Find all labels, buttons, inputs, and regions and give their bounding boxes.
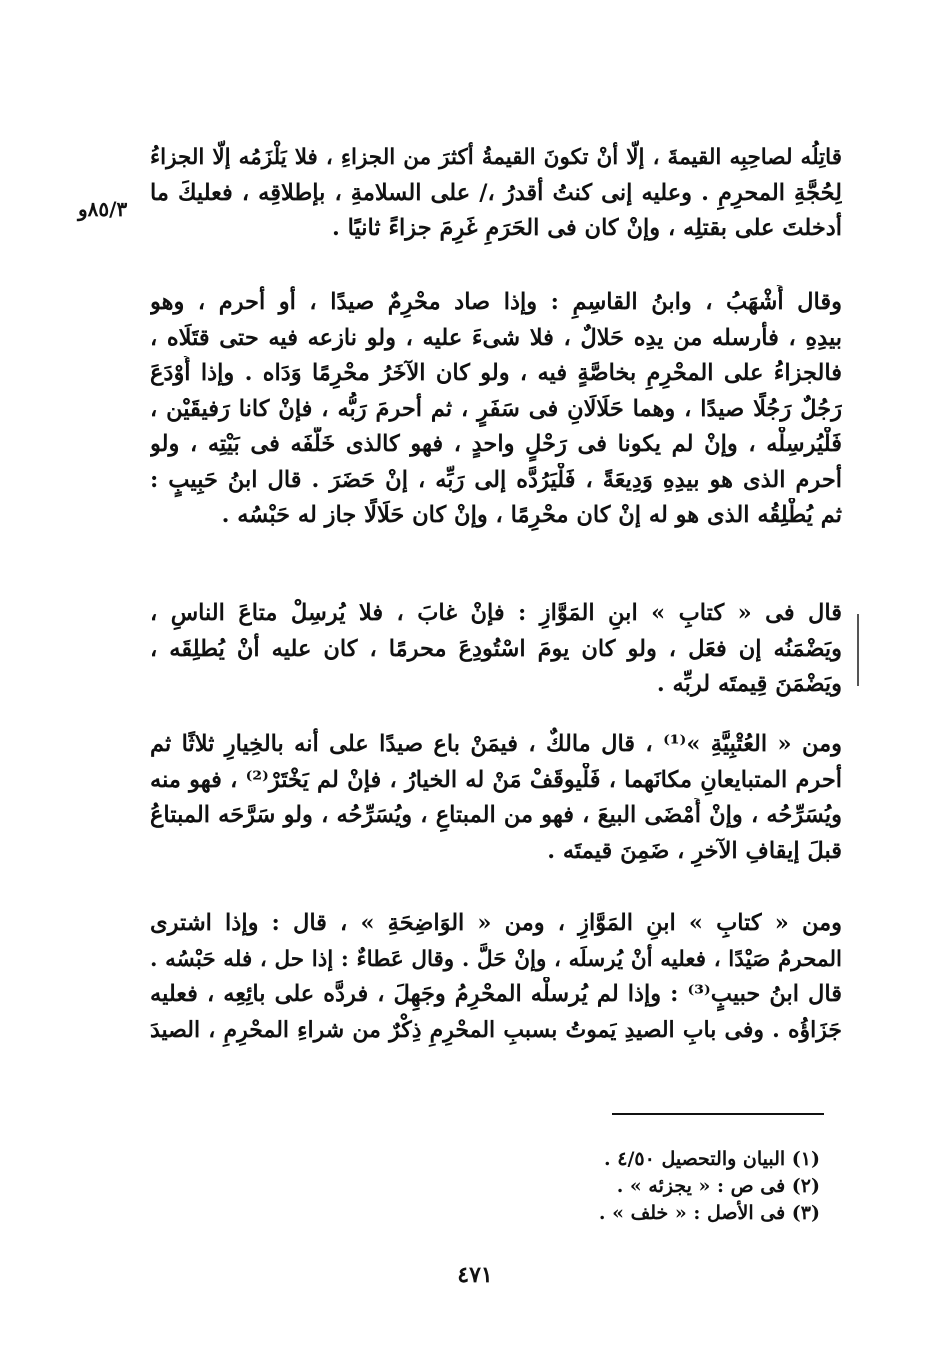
text-line: المحرمُ صَيْدًا ، فعليه أنْ يُرسلَه ، وإنْ حَلَّ . وقال عَطاءٌ : إذا حل ، فله حَبْسُه . <box>150 946 842 972</box>
text-line: قبلَ إيقافِ الآخرِ ، ضَمِنَ قيمتَه . <box>547 837 842 864</box>
text-line: فَلْيُرسِلْه ، وإنْ لم يكونا فى رَحْلٍ واحدٍ ، فهو كالذى خَلَّفَه فى بَيْتِه ، ولو <box>150 431 842 457</box>
footnotes <box>480 1146 820 1227</box>
margin-folio-note: ٨٥/٣و <box>78 197 128 221</box>
text-line: أحرم الذى هو بيدِهِ وَدِيعَةً ، فَلْيَرُدَّه إلى رَبِّه ، إنْ حَضَرَ . قال ابنُ حَبِيبٍ : <box>150 466 842 493</box>
paragraph-2 <box>150 285 842 534</box>
margin-marker-line <box>857 614 859 686</box>
paragraph-5 <box>150 906 842 1048</box>
text-line: ثم يُطْلِقُه الذى هو له إنْ كان محْرِمًا ، وإنْ كان حَلَالًا جاز له حَبْسُه . <box>221 502 842 528</box>
text-line: قاتِلُه لصاحِبِه القيمةَ ، إلّا أنْ تكونَ القيمةُ أكثرَ من الجزاءِ ، فلا يَلْزَمُه إلّا الجزاءُ <box>150 145 842 170</box>
text-line: ومن « العُتْبِيَّةِ »⁽¹⁾ ، قال مالكٌ ، فيمَنْ باع صيدًا على أنه بالخِيارِ ثلاثًا ثم <box>150 731 842 757</box>
footnote-divider <box>612 1113 824 1115</box>
text-line: ويَضْمَنُه إن فعَل ، ولو كان يومَ اسْتُودِعَ محرمًا ، كان عليه أنْ يُطلِقَه ، <box>150 635 842 662</box>
text-line: ويَضْمَنَ قِيمتَه لربِّه . <box>656 671 842 697</box>
footnote-3: (٣) فى الأصل : « خلف » . <box>598 1202 820 1224</box>
text-line: قال فى « كتابِ » ابنِ المَوَّازِ : فإنْ غابَ ، فلا يُرسِلْ متاعَ الناسِ ، <box>150 600 842 626</box>
footnote-1: (١) البيان والتحصيل ٤/٥٠ . <box>604 1148 820 1170</box>
text-line: قال ابنُ حبيبٍ⁽³⁾ : وإذا لم يُرسلْه المحْرِمُ وجَهِلَ ، فردَّه على بائِعِه ، فعليه <box>150 981 842 1007</box>
paragraph-4 <box>150 727 842 869</box>
paragraph-3 <box>150 596 842 703</box>
text-line: بيدِهِ ، فأرسله من يدِه حَلالٌ ، فلا شىءَ عليه ، ولو نازعه فيه حتى قتَلَاه ، <box>150 324 842 351</box>
text-line: ومن « كتابِ » ابنِ المَوَّازِ ، ومن « الوَاضِحَةِ » ، قال : وإذا اشترى <box>150 910 842 936</box>
paragraph-1 <box>150 140 842 247</box>
page-number: ٤٧١ <box>457 1262 493 1288</box>
text-line: جَزَاؤُه . وفى بابِ الصيدِ يَموتُ بسببِ المحْرِمِ ذِكْرٌ من شراءِ المحْرِمِ ، الصيدَ <box>150 1016 842 1043</box>
text-line: أدخلتَ على بقتلِه ، وإنْ كان فى الحَرَمِ غَرِمَ جزاءً ثانيًا . <box>331 215 842 241</box>
text-line: أحرم المتبايعانِ مكانَهما ، فَلْيوقَفْ مَنْ له الخيارُ ، فإنْ لم يَخْتَرْ⁽²⁾ ، فهو منه <box>150 766 842 793</box>
footnote-2: (٢) فى ص : « يجزئه » . <box>616 1175 820 1197</box>
text-line: فالجزاءُ على المحْرِمِ بخاصَّةٍ فيه ، ولو كان الآخَرُ محْرِمًا وَدَاه . وإذا أُوْدَعَ <box>150 360 842 386</box>
text-line: لِحُجَّةِ المحرِمِ . وعليه إنى كنتُ أقدرُ ،/ على السلامةِ ، بإطلاقِه ، فعليكَ ما <box>150 179 842 206</box>
text-line: وقال أَشْهَبُ ، وابنُ القاسِمِ : وإذا صاد محْرِمٌ صيدًا ، أو أحرم ، وهو <box>150 289 842 315</box>
text-line: ويُسَرِّحُه ، وإنْ أَمْضَى البيعَ ، فهو من المبتاعِ ، ويُسَرِّحُه ، ولو سَرَّحَه المبتاعُ <box>150 802 842 828</box>
text-line: رَجُلٌ رَجُلًا صيدًا ، وهما حَلَالَانِ فى سَفَرٍ ، ثم أحرمَ رَبُّه ، فإنْ كانا رَفيقَيْن ، <box>150 395 842 422</box>
